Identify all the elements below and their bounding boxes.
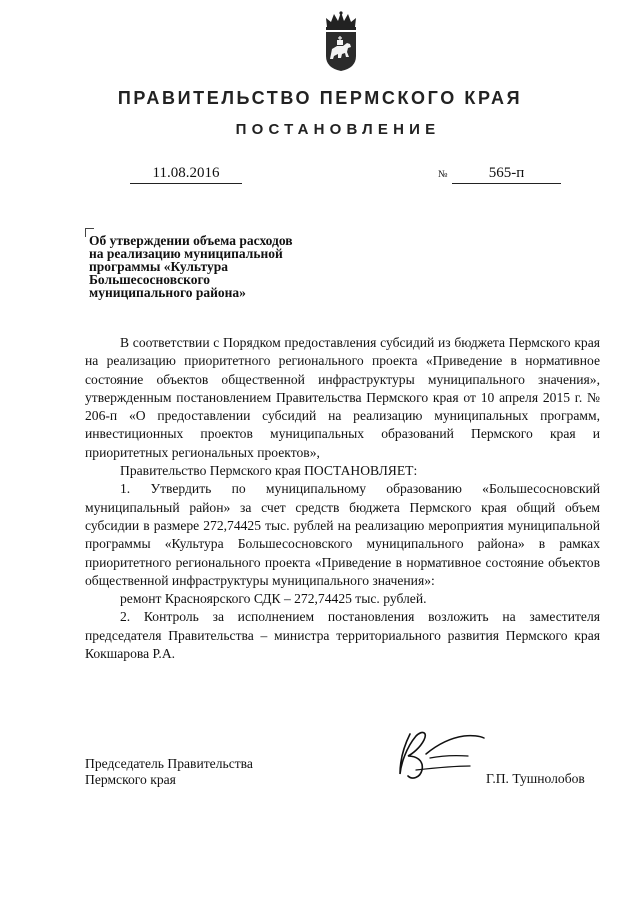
subject-line: на реализацию муниципальной xyxy=(89,246,283,261)
subject-line: Об утверждении объема расходов xyxy=(89,233,293,248)
body-paragraph: Правительство Пермского края ПОСТАНОВЛЯЕТ: xyxy=(120,463,418,479)
document-subject xyxy=(89,234,329,299)
signatory-name: Г.П. Тушнолобов xyxy=(486,771,585,786)
document-date: 11.08.2016 xyxy=(130,164,242,184)
body-paragraph: 2. Контроль за исполнением постановления возложить на заместителя председателя Правительства – министра территориального развития Пермского края Кокшарова Р.А. xyxy=(85,609,600,662)
document-number: 565-п xyxy=(452,164,561,184)
body-paragraph: В соответствии с Порядком предоставления субсидий из бюджета Пермского края на реализацию приоритетного регионального проекта «Приведение в нормативное состояние объектов общественной инфраструктуры муниципального значения», утвержденным постановлением Правительства Пермского края от 10 апреля 2015 г. № 206-п «О предоставлении субсидий на реализацию муниципальных программ, инвестиционных проектов муниципальных образований Пермского края и приоритетных региональных проектов», xyxy=(85,335,600,460)
subject-line: Большесосновского xyxy=(89,272,211,287)
body-paragraph: ремонт Красноярского СДК – 272,74425 тыс. рублей. xyxy=(120,591,427,607)
perm-krai-coat-of-arms-icon xyxy=(322,10,360,72)
position-line: Пермского края xyxy=(85,772,176,787)
signatory-position xyxy=(85,756,253,788)
handwritten-signature-icon xyxy=(388,726,488,782)
body-paragraph: 1. Утвердить по муниципальному образованию «Большесосновский муниципальный район» за счет средств бюджета Пермского края общий объем субсидии в размере 272,74425 тыс. рублей на реализацию мероприятия муниципальной программы «Культура Большесосновского муниципального района» в рамках приоритетного регионального проекта «Приведение в нормативное состояние объектов общественной инфраструктуры муниципального значения»: xyxy=(85,481,600,588)
subject-line: муниципального района» xyxy=(89,285,246,300)
number-sign: № xyxy=(438,169,448,180)
government-title: ПРАВИТЕЛЬСТВО ПЕРМСКОГО КРАЯ xyxy=(117,88,523,108)
subject-line: программы «Культура xyxy=(89,259,229,274)
document-type-title: ПОСТАНОВЛЕНИЕ xyxy=(235,121,441,138)
document-body xyxy=(85,334,600,663)
position-line: Председатель Правительства xyxy=(85,756,253,771)
